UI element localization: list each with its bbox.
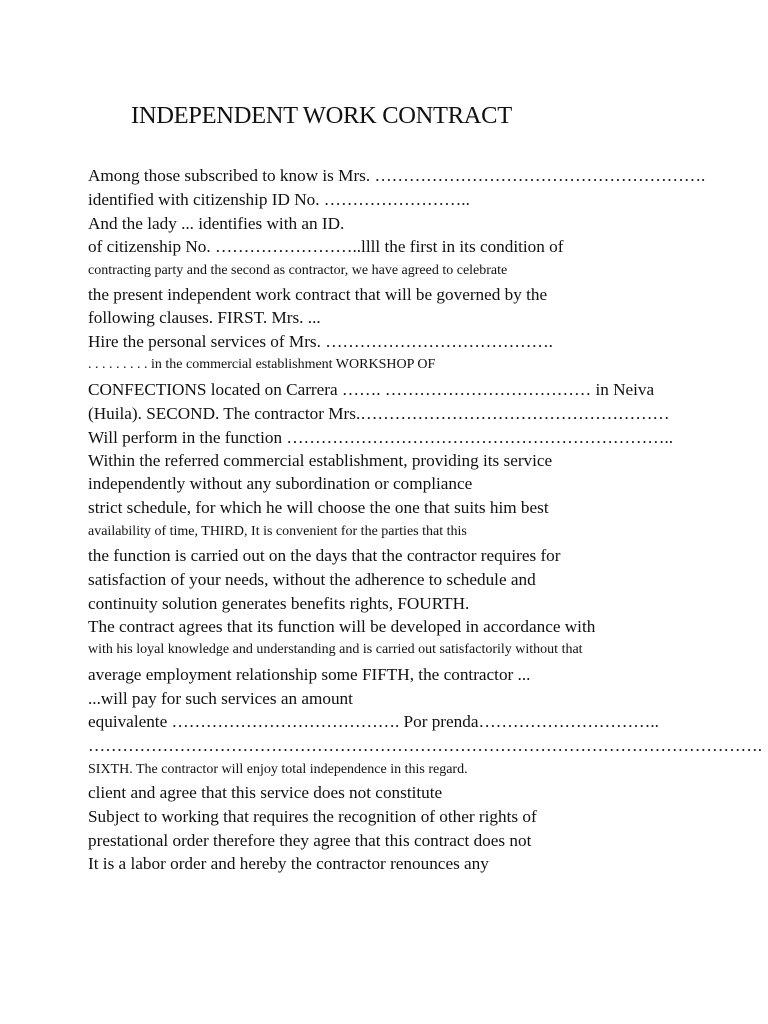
document-title: INDEPENDENT WORK CONTRACT (131, 102, 512, 129)
contract-line: SIXTH. The contractor will enjoy total independence in this regard. (88, 762, 468, 777)
contract-line: continuity solution generates benefits rights, FOURTH. (88, 594, 470, 613)
contract-line: contracting party and the second as contractor, we have agreed to celebrate (88, 263, 508, 278)
contract-line: with his loyal knowledge and understanding and is carried out satisfactorily without that (88, 642, 583, 657)
contract-line: Hire the personal services of Mrs. …………………………………. (88, 332, 553, 351)
contract-line: It is a labor order and hereby the contractor renounces any (88, 854, 489, 873)
contract-line: availability of time, THIRD, It is convenient for the parties that this (88, 524, 467, 539)
contract-line: satisfaction of your needs, without the adherence to schedule and (88, 570, 536, 589)
contract-line: independently without any subordination or compliance (88, 474, 473, 493)
contract-line: following clauses. FIRST. Mrs. ... (88, 308, 321, 327)
contract-line: ...will pay for such services an amount (88, 689, 353, 708)
contract-line: (Huila). SECOND. The contractor Mrs.……………………………………………… (88, 404, 670, 423)
contract-line: prestational order therefore they agree that this contract does not (88, 831, 532, 850)
contract-line: Among those subscribed to know is Mrs. …………………………………………………. (88, 166, 706, 185)
contract-line: the present independent work contract that will be governed by the (88, 285, 548, 304)
contract-line: of citizenship No. ……………………..llll the first in its condition of (88, 237, 564, 256)
contract-line: average employment relationship some FIFTH, the contractor ... (88, 665, 531, 684)
contract-line: strict schedule, for which he will choose the one that suits him best (88, 498, 549, 517)
contract-line: ………………………………………………………………………………………………………. (88, 736, 763, 755)
contract-line: . . . . . . . . . in the commercial establishment WORKSHOP OF (88, 357, 436, 372)
contract-line: identified with citizenship ID No. …………………….. (88, 190, 470, 209)
contract-line: Subject to working that requires the recognition of other rights of (88, 807, 537, 826)
contract-body (88, 0, 768, 1024)
contract-line: the function is carried out on the days that the contractor requires for (88, 546, 561, 565)
contract-line: CONFECTIONS located on Carrera ……. ……………………………… in Neiva (88, 380, 655, 399)
contract-line: Will perform in the function ………………………………………………………….. (88, 428, 674, 447)
contract-line: The contract agrees that its function will be developed in accordance with (88, 617, 596, 636)
contract-line: equivalente …………………………………. Por prenda………………………….. (88, 712, 659, 731)
contract-line: And the lady ... identifies with an ID. (88, 214, 345, 233)
contract-line: Within the referred commercial establishment, providing its service (88, 451, 553, 470)
contract-line: client and agree that this service does not constitute (88, 783, 443, 802)
